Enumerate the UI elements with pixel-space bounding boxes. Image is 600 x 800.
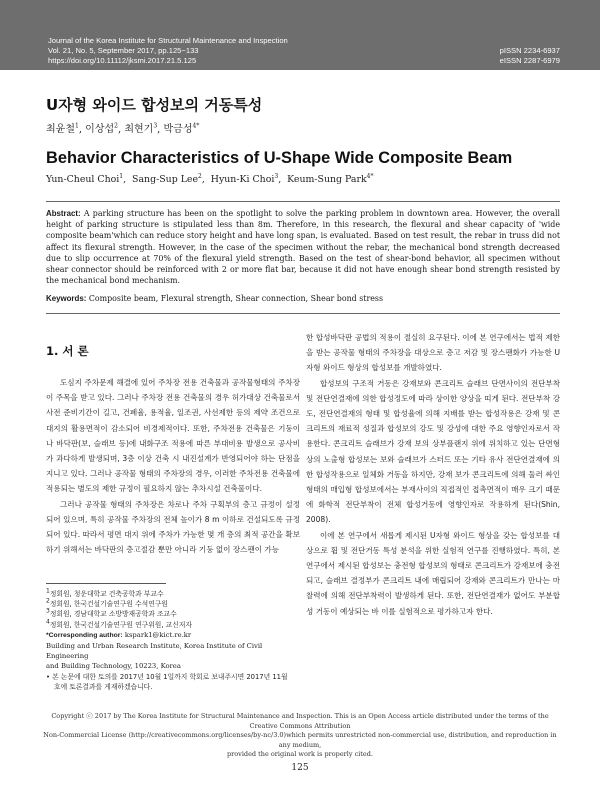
page-number: 125 xyxy=(291,763,309,773)
authors-english: Yun-Cheul Choi$^1$, Sang-Sup Lee$^2$, Hyun-Ki Choi$^3$, Keum-Sung Park$^{4*}$ xyxy=(46,172,374,185)
authors-korean: 최윤철$^1$, 이상섭$^2$, 최현기$^3$, 박금성$^{4*}$ xyxy=(46,122,200,135)
journal-info xyxy=(48,36,288,66)
abstract-text: A parking structure has been on the spotlight to solve the parking problem in downtown area. However, the overall height of parking structure is stipulated less than 8m. Therefore, in this research, the flexural and shear capacity of 'wide composite beam'which can reduce story height and have long span, is evaluated. Based on test result, the rebar in truss did not affect its flexural strength. However, in the case of the specimen without the rebar, the mechanical bond strength decreased due to slip occurrence at 70% of the flexural yield strength. Based on the test of shear-bond behavior, all specimen without shear connector should be reinforced with 2 or more flat bar, because it did not have enough shear bond strength resisted by the mechanical bond mechanism. xyxy=(46,209,560,286)
author-en-2: Sang-Sup Lee$^2$ xyxy=(132,172,202,185)
divider-bottom xyxy=(46,313,560,314)
divider-top xyxy=(46,201,560,202)
paragraph: 합성보의 구조적 거동은 강재보와 콘크리트 슬래브 단면사이의 전단부착 및 전단연결재에 의한 합성정도에 따라 상이한 양상을 띠게 된다. 전단부착 강도, 전단연결재의 형태 및 합성율에 의해 지배를 받는 합성작용은 강재 및 콘크리트의 재료적 성질과 합성보의 강도 및 강성에 대한 주요 영향인자로서 작용한다. 콘크리트 슬래브가 강재 보의 상부플랜지 위에 위치하고 있는 단면형상의 노출형 합성보는 보와 슬래브가 스터드 또는 기타 유사 전단연결재에 의한 합성작용으로 일체화 거동을 하지만, 강재 보가 콘크리트에 의해 둘러 싸인 형태의 매입형 합성보에서는 부재사이의 직접적인 접촉면적이 매우 크기 때문에 화학적 전단부착이 전체 합성거동에 영향인자로 작용하게 된다(Shin, 2008). xyxy=(306,378,560,525)
title-korean: U자형 와이드 합성보의 거동특성 xyxy=(46,96,263,114)
footnote-item: $^4$정회원, 한국건설기술연구원 연구위원, 교신저자 xyxy=(46,618,192,629)
issn-info xyxy=(500,46,560,66)
journal-name: Journal of the Korea Institute for Structural Maintenance and Inspection xyxy=(48,36,288,45)
author-ko-4: 박금성$^{4*}$ xyxy=(163,122,200,135)
journal-volume: Vol. 21, No. 5, September 2017, pp.125~133 xyxy=(48,46,199,55)
paragraph: 도심지 주차문제 해결에 있어 주차장 전용 건축물과 공작물형태의 주차장이 주목을 받고 있다. 그러나 주차장 전용 건축물의 경우 허가대상 건축물로서 사전 준비기간이 길고, 건폐율, 용적율, 일조권, 사선제한 등의 제약 조건으로 대지의 활용면적이 감소되어 비경제적이다. 또한, 주차전용 건축물은 기둥이나 바닥판(보, 슬래브 등)에 내화구조 적용에 따른 부대비용 발생으로 공사비가 과다하게 발생되며, 3층 이상 건축 시 내진설계가 반영되어야 하는 단점을 지니고 있다. 그러나 공작물 형태의 주차장의 경우, 이러한 주차전용 건축물에 적용되는 별도의 제한 규정이 필요하지 않는 추차시설 건축물이다. xyxy=(46,378,300,494)
footnote-item: $^3$정회원, 경남대학교 소방방재공학과 조교수 xyxy=(46,608,177,619)
author-ko-1: 최윤철$^1$ xyxy=(46,122,79,135)
journal-doi[interactable]: https://doi.org/10.11112/jksmi.2017.21.5.125 xyxy=(48,56,197,65)
abstract-label: Abstract: xyxy=(46,209,81,218)
paragraph: 그러나 공작물 형태의 주차장은 차로나 주차 구획부의 층고 규정이 설정되어 있으며, 특히 공작물 주차장의 전체 높이가 8 m 이하로 건설되도록 규정되어 있다. 따라서 평면 대지 위에 주차가 가능한 몇 개 층의 최적 공간을 확보하기 위해서는 바닥판의 층고절감 뿐만 아니라 기둥 없이 장스팬이 가능 xyxy=(46,499,300,555)
paragraph: 한 합성바닥판 공법의 적용이 절실히 요구된다. 이에 본 연구에서는 법적 제한을 받는 공작물 형태의 주차장을 대상으로 층고 저감 및 장스팬화가 가능한 U자형 와이드 형상의 합성보를 개발하였다. xyxy=(306,333,560,373)
author-ko-2: 이상섭$^2$ xyxy=(85,122,118,135)
author-en-3: Hyun-Ki Choi$^3$ xyxy=(210,172,279,185)
author-en-1: Yun-Cheul Choi$^1$ xyxy=(46,172,124,185)
corresponding-author xyxy=(46,630,300,641)
pissn: pISSN 2234-6937 xyxy=(499,46,560,55)
author-ko-3: 최현기$^3$ xyxy=(124,122,158,135)
keywords xyxy=(46,293,560,304)
keywords-label: Keywords: xyxy=(46,294,87,303)
journal-banner xyxy=(0,0,600,70)
copyright-notice xyxy=(40,712,560,760)
copyright-line-1: Copyright ⓒ 2017 by The Korea Institute for Structural Maintenance and Inspection. This is an Open Access article distributed under the terms of the Creative Commons Attribution xyxy=(51,712,549,730)
footnote-item: $^2$정회원, 한국건설기술연구원 수석연구원 xyxy=(46,597,168,609)
submission-note-1: • 본 논문에 대한 토의를 2017년 10월 1일까지 학회로 보내주시면 2017년 11월 xyxy=(46,672,288,681)
corresponding-address-2: and Building Technology, 10223, Korea xyxy=(46,662,181,671)
footnotes xyxy=(46,589,300,692)
paragraph: 이에 본 연구에서 새롭게 제시된 U자형 와이드 형상을 갖는 합성보를 대상으로 휨 및 전단거동 특성 분석을 위한 실험적 연구를 진행하였다. 특히, 본 연구에서 제시된 합성보는 충전형 합성보의 형태로 콘크리트가 강재보에 충전되고, 슬래브 결정부가 콘크리트 내에 매립되어 강재와 콘크리트가 만나는 마찰력에 의해 전단부착력이 발생하게 된다. 또한, 전단연결재가 없어도 부분합성 거동이 예상되는 바 이를 실험적으로 평가하고자 한다. xyxy=(306,530,560,616)
submission-note-2: 호에 토론결과를 게재하겠습니다. xyxy=(54,682,153,691)
title-english: Behavior Characteristics of U-Shape Wide Composite Beam xyxy=(46,149,513,167)
section-heading-intro: 1. 서 론 xyxy=(46,344,89,358)
footnote-divider xyxy=(46,583,166,584)
eissn: eISSN 2287-6979 xyxy=(499,56,560,65)
copyright-line-3: provided the original work is properly cited. xyxy=(226,750,373,759)
keywords-text: Composite beam, Flexural strength, Shear connection, Shear bond stress xyxy=(88,294,384,303)
corresponding-label: *Corresponding author: xyxy=(46,631,123,639)
copyright-line-2: Non-Commercial License (http://creativecommons.org/licenses/by-nc/3.0)which permits unrestricted non-commercial use, distribution, and reproduction in any medium, xyxy=(43,731,557,749)
author-en-4: Keum-Sung Park$^{4*}$ xyxy=(287,172,374,185)
corresponding-address-1: Building and Urban Research Institute, Korea Institute of Civil Engineering xyxy=(46,642,263,661)
footnote-item: $^1$정회원, 청운대학교 건축공학과 부교수 xyxy=(46,587,164,598)
column-right xyxy=(306,330,560,619)
abstract xyxy=(46,208,560,286)
column-left xyxy=(46,330,300,557)
corresponding-email[interactable]: kspark1@kict.re.kr xyxy=(124,630,192,639)
